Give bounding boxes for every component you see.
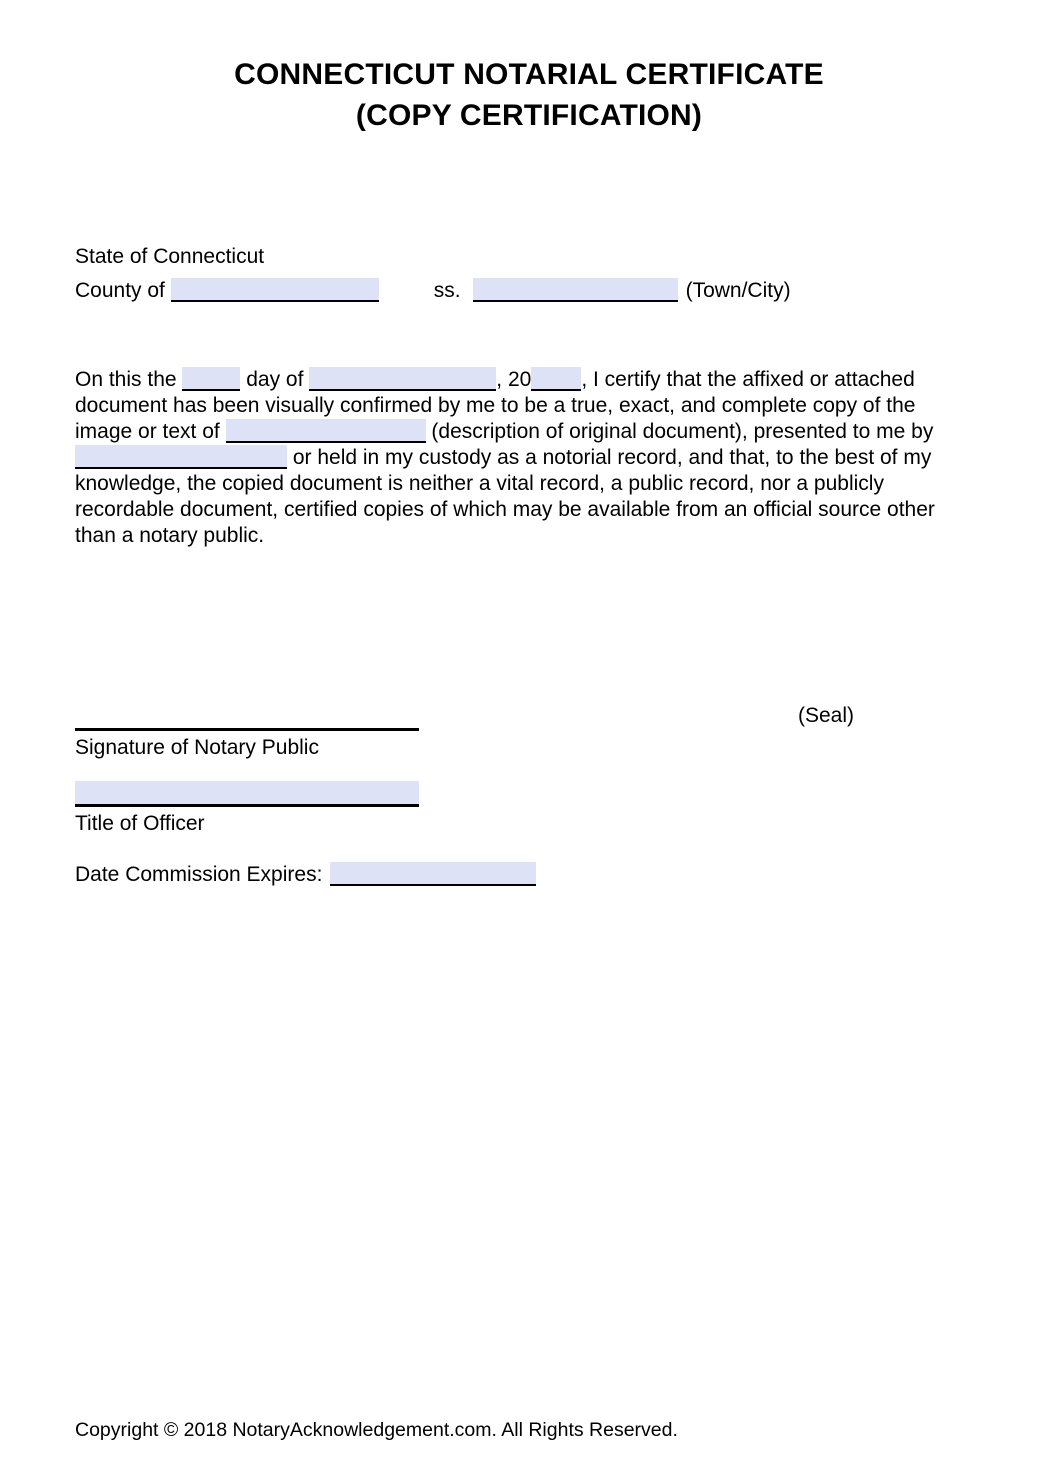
commission-expires-field[interactable] <box>330 862 536 886</box>
town-city-label: (Town/City) <box>685 279 791 302</box>
county-label: County of <box>75 279 171 302</box>
officer-title-label: Title of Officer <box>75 812 205 835</box>
description-field[interactable] <box>226 419 426 443</box>
presented-by-field[interactable] <box>75 445 287 469</box>
seal-label: (Seal) <box>798 704 855 727</box>
document-title <box>0 54 1058 136</box>
paragraph-line: document has been visually confirmed by me to be a true, exact, and complete copy of the <box>75 394 916 417</box>
paragraph-line <box>75 445 935 471</box>
officer-title-field[interactable] <box>75 781 419 807</box>
ss-label: ss. <box>433 279 461 302</box>
paragraph-text: image or text of <box>75 420 226 443</box>
county-field[interactable] <box>171 278 379 302</box>
commission-label: Date Commission Expires: <box>75 863 323 886</box>
day-field[interactable] <box>182 367 240 391</box>
paragraph-text: or held in my custody as a notorial record, and that, to the best of my <box>287 446 932 469</box>
month-field[interactable] <box>309 367 496 391</box>
title-line-2: (COPY CERTIFICATION) <box>355 99 703 132</box>
paragraph-text: , I certify that the affixed or attached <box>581 368 915 391</box>
paragraph-text: day of <box>240 368 310 391</box>
commission-row <box>75 862 536 887</box>
paragraph-line <box>75 419 935 445</box>
county-row <box>75 277 791 305</box>
paragraph-line: recordable document, certified copies of which may be available from an official source other <box>75 498 935 521</box>
paragraph-line: knowledge, the copied document is neither a vital record, a public record, nor a publicly <box>75 472 884 495</box>
paragraph-line: than a notary public. <box>75 524 265 547</box>
paragraph-text: (description of original document), presented to me by <box>425 420 934 443</box>
copyright-footer: Copyright © 2018 NotaryAcknowledgement.com. All Rights Reserved. <box>75 1419 678 1441</box>
town-city-field[interactable] <box>473 278 678 302</box>
state-line: State of Connecticut <box>75 245 265 268</box>
certification-paragraph <box>75 367 935 549</box>
venue-block <box>75 243 791 305</box>
signature-line <box>75 728 419 731</box>
year-field[interactable] <box>531 367 581 391</box>
paragraph-text: , 20 <box>496 368 532 391</box>
title-line-1: CONNECTICUT NOTARIAL CERTIFICATE <box>234 58 824 91</box>
signature-label: Signature of Notary Public <box>75 736 319 759</box>
paragraph-text: On this the <box>75 368 183 391</box>
paragraph-line <box>75 367 935 393</box>
